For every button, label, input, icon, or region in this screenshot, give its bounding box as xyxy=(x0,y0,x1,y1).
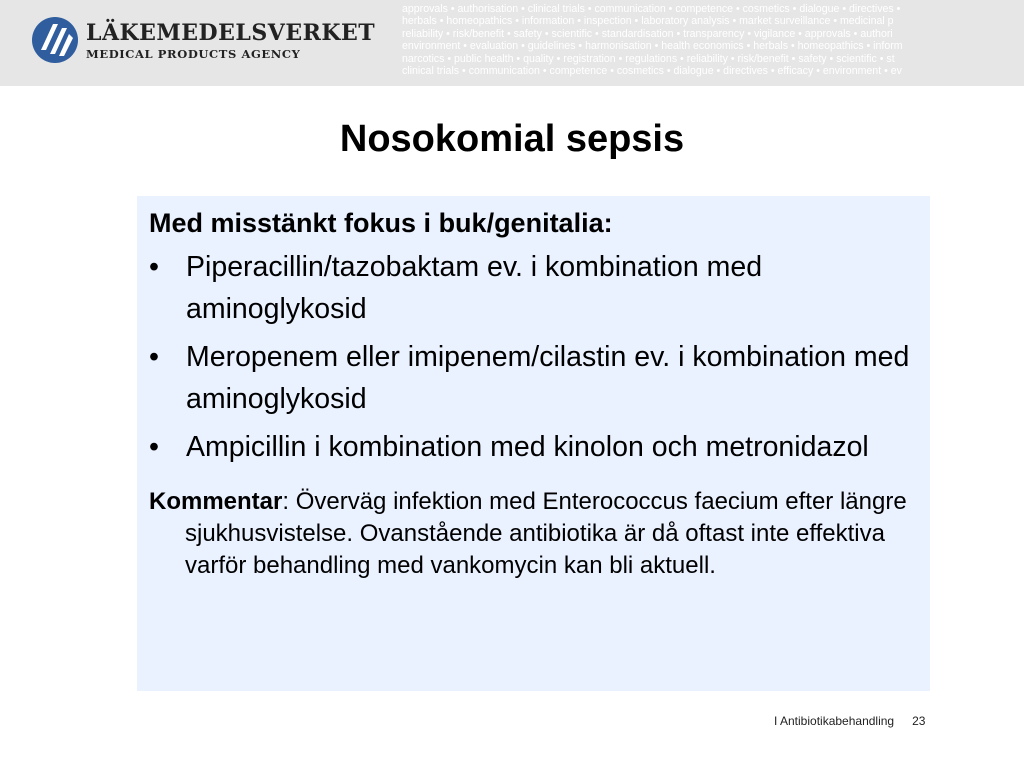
bullet-text: Meropenem eller imipenem/cilastin ev. i kombination med aminoglykosid xyxy=(186,341,910,415)
keyword-line: herbals • homeopathics • information • inspection • laboratory analysis • market surveillance • medicinal p xyxy=(402,15,894,28)
bullet-text: Piperacillin/tazobaktam ev. i kombination med aminoglykosid xyxy=(186,251,763,325)
bullet-icon: • xyxy=(149,431,159,463)
comment-text: : Överväg infektion med Enterococcus faecium efter längre sjukhusvistelse. Ovanstående antibiotika är då oftast inte effektiva varför behandling med vankomycin kan bli aktuell. xyxy=(185,488,907,579)
slide-title: Nosokomial sepsis xyxy=(339,118,685,160)
bullet-item xyxy=(149,336,918,420)
keyword-line: environment • evaluation • guidelines • harmonisation • health economics • herbals • homeopathics • inform xyxy=(402,40,903,53)
footer xyxy=(774,714,925,728)
logo-subtitle: MEDICAL PRODUCTS AGENCY xyxy=(86,47,301,61)
section-heading: Med misstänkt fokus i buk/genitalia: xyxy=(149,208,613,238)
bullet-list xyxy=(149,246,918,468)
keyword-line: approvals • authorisation • clinical trials • communication • competence • cosmetics • dialogue • directives • xyxy=(402,3,901,15)
comment-label: Kommentar xyxy=(149,488,283,515)
agency-logo-icon xyxy=(31,16,79,64)
bullet-text: Ampicillin i kombination med kinolon och metronidazol xyxy=(186,431,869,463)
bullet-item xyxy=(149,426,918,468)
keyword-line: reliability • risk/benefit • safety • scientific • standardisation • transparency • vigilance • approvals • authori xyxy=(402,27,893,40)
bullet-icon: • xyxy=(149,341,159,373)
bullet-icon: • xyxy=(149,251,159,283)
header-banner xyxy=(0,0,1024,86)
keyword-watermark xyxy=(402,3,1024,83)
page-number: 23 xyxy=(912,714,926,728)
keyword-line: narcotics • public health • quality • registration • regulations • reliability • risk/benefit • safety • scientific • st xyxy=(402,52,895,65)
bullet-item xyxy=(149,246,918,330)
comment-paragraph xyxy=(149,486,918,582)
content-box xyxy=(137,196,930,691)
footer-section: I Antibiotikabehandling xyxy=(774,714,895,728)
logo-name: LÄKEMEDELSVERKET xyxy=(86,20,376,46)
keyword-line: clinical trials • communication • competence • cosmetics • dialogue • directives • efficacy • environment • ev xyxy=(402,65,902,78)
